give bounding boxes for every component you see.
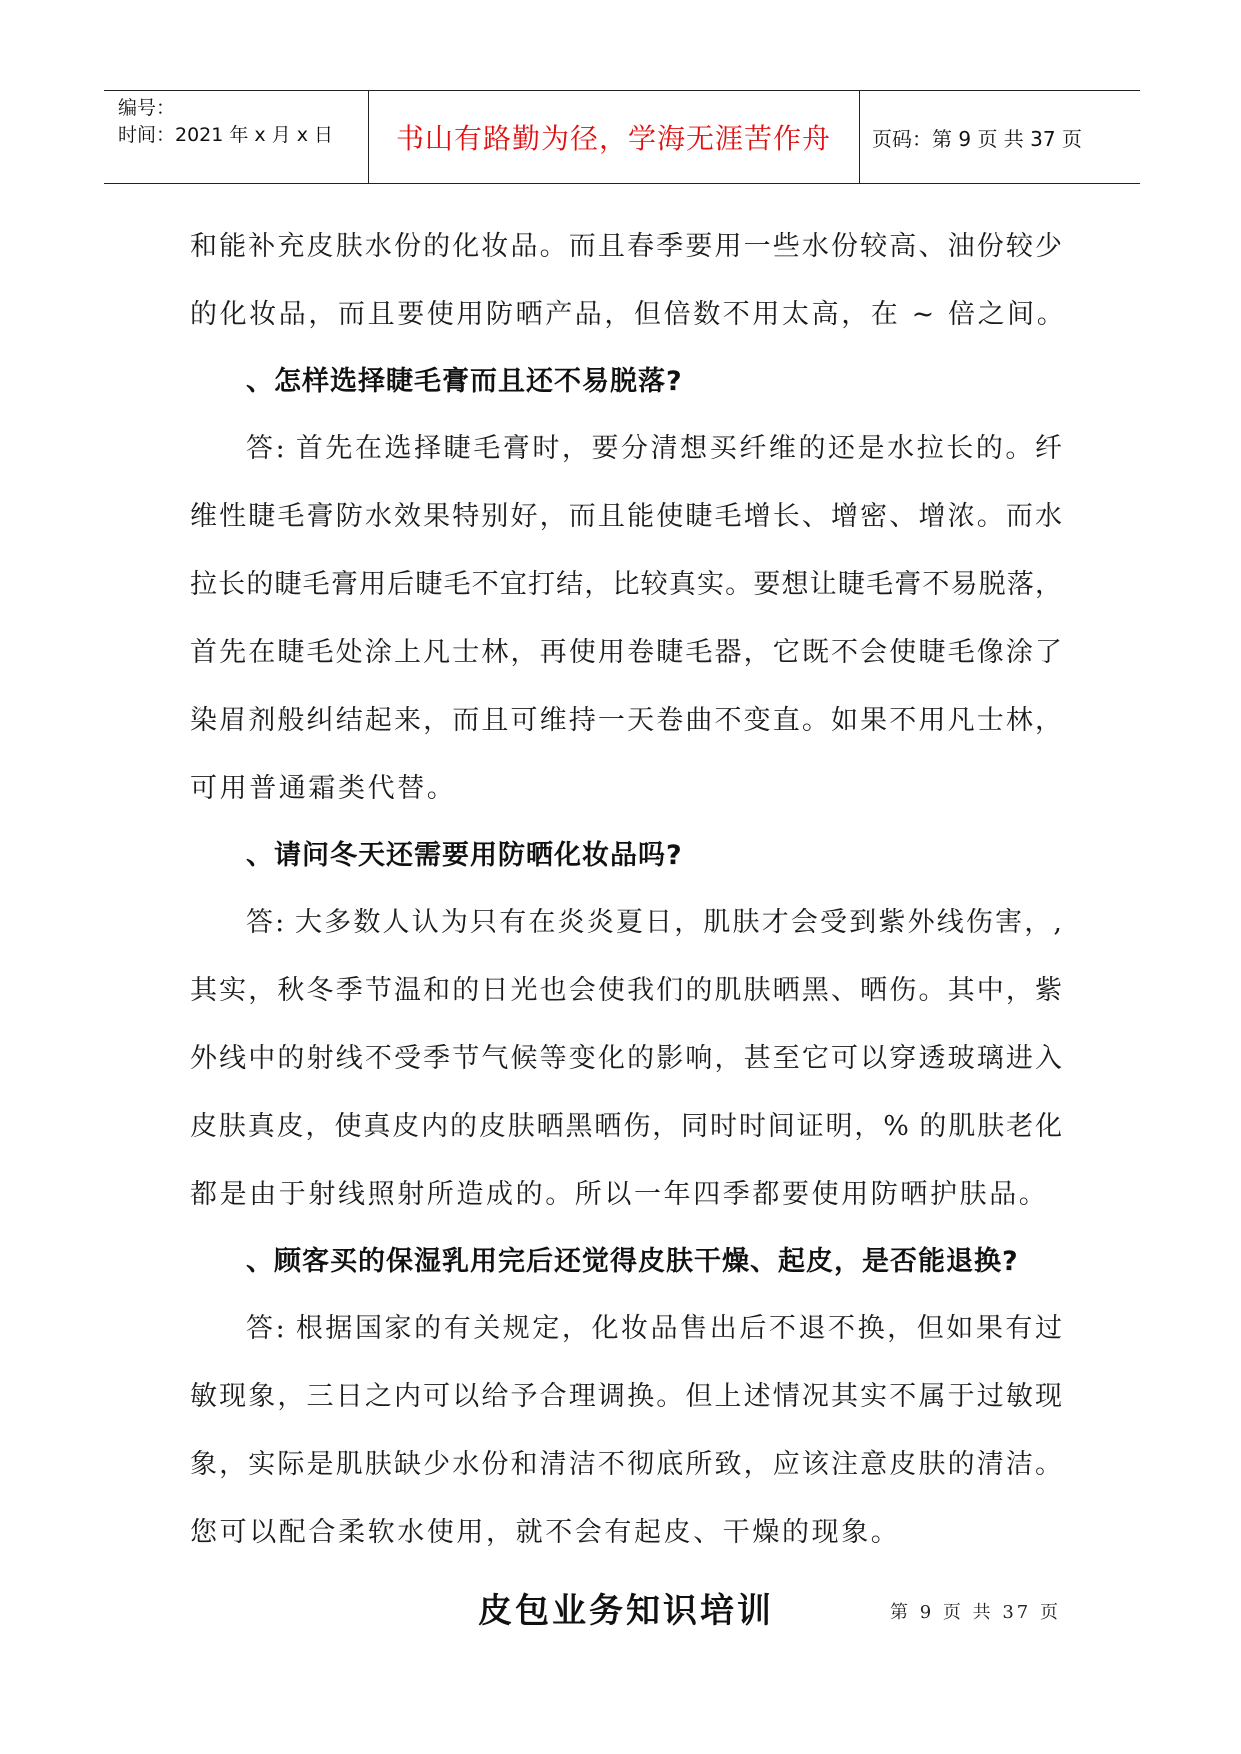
- page-footer: 第 9 页 共 37 页: [890, 1602, 1061, 1623]
- answer-line: 外线中的射线不受季节气候等变化的影响，甚至它可以穿透玻璃进入: [190, 1043, 1062, 1074]
- header-meta: [118, 95, 363, 149]
- header-divider: [859, 91, 860, 183]
- answer-line: 象，实际是肌肤缺少水份和清洁不彻底所致，应该注意皮肤的清洁。: [190, 1449, 1062, 1480]
- header-motto: 书山有路勤为径，学海无涯苦作舟: [395, 122, 831, 155]
- answer-line: 都是由于射线照射所造成的。所以一年四季都要使用防晒护肤品。: [190, 1179, 1049, 1210]
- paragraph-line: 的化妆品，而且要使用防晒产品，但倍数不用太高，在 ~ 倍之间。: [190, 299, 1067, 330]
- document-body: [190, 213, 1067, 1651]
- answer-line: 其实，秋冬季节温和的日光也会使我们的肌肤晒黑、晒伤。其中，紫: [190, 975, 1062, 1006]
- date-line: 时间：2021 年 x 月 x 日: [118, 124, 334, 146]
- question-title: 、顾客买的保湿乳用完后还觉得皮肤干燥、起皮，是否能退换?: [246, 1246, 1019, 1277]
- answer-line: 拉长的睫毛膏用后睫毛不宜打结，比较真实。要想让睫毛膏不易脱落，: [190, 569, 1062, 600]
- answer-line: 答: 首先在选择睫毛膏时，要分清想买纤维的还是水拉长的。纤: [246, 433, 1062, 464]
- answer-line: 您可以配合柔软水使用，就不会有起皮、干燥的现象。: [190, 1517, 901, 1548]
- header-page-info: 页码：第 9 页 共 37 页: [872, 126, 1082, 151]
- document-header: [104, 90, 1140, 184]
- question-title: 、请问冬天还需要用防晒化妆品吗?: [246, 840, 683, 871]
- answer-line: 维性睫毛膏防水效果特别好，而且能使睫毛增长、增密、增浓。而水: [190, 501, 1062, 532]
- answer-line: 皮肤真皮，使真皮内的皮肤晒黑晒伤，同时时间证明，% 的肌肤老化: [190, 1111, 1062, 1142]
- question-title: 、怎样选择睫毛膏而且还不易脱落?: [246, 366, 683, 397]
- paragraph-line: 和能补充皮肤水份的化妆品。而且春季要用一些水份较高、油份较少: [190, 231, 1062, 262]
- answer-line: 染眉剂般纠结起来，而且可维持一天卷曲不变直。如果不用凡士林，: [190, 705, 1062, 736]
- answer-line: 首先在睫毛处涂上凡士林，再使用卷睫毛器，它既不会使睫毛像涂了: [190, 637, 1062, 668]
- section-title: 皮包业务知识培训: [478, 1591, 774, 1631]
- answer-line: 敏现象，三日之内可以给予合理调换。但上述情况其实不属于过敏现: [190, 1381, 1062, 1412]
- answer-line: 答: 根据国家的有关规定，化妆品售出后不退不换，但如果有过: [246, 1313, 1062, 1344]
- answer-line: 答: 大多数人认为只有在炎炎夏日，肌肤才会受到紫外线伤害，,: [246, 907, 1062, 938]
- serial-label: 编号：: [118, 97, 176, 119]
- answer-line: 可用普通霜类代替。: [190, 773, 457, 804]
